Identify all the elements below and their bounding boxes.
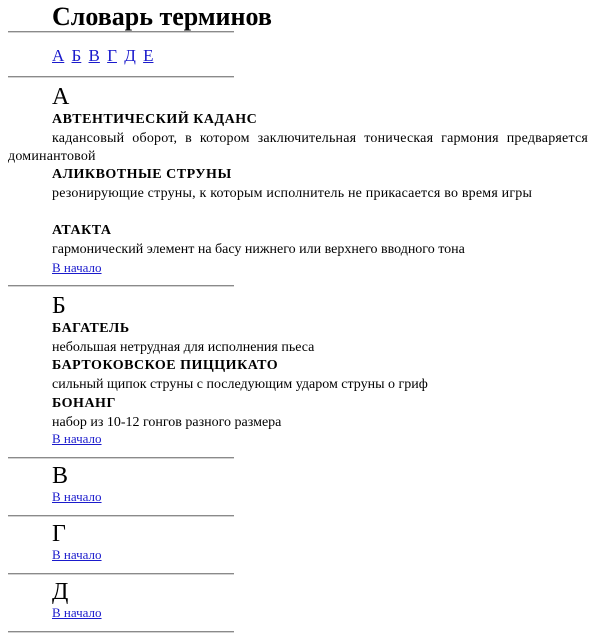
term-definition: резонирующие струны, к которым исполнитель не прикасается во время игры bbox=[52, 186, 533, 201]
term-definition: небольшая нетрудная для исполнения пьеса bbox=[52, 340, 315, 355]
alphabet-link-d[interactable]: Д bbox=[124, 46, 136, 65]
divider bbox=[8, 76, 234, 78]
section-letter-v: В bbox=[52, 463, 69, 489]
back-to-top-link[interactable]: В начало bbox=[52, 489, 102, 504]
section-letter-d: Д bbox=[52, 579, 69, 605]
divider bbox=[8, 573, 234, 575]
back-to-top-link[interactable]: В начало bbox=[52, 605, 102, 620]
alphabet-link-g[interactable]: Г bbox=[107, 46, 117, 65]
section-letter-g: Г bbox=[52, 521, 66, 547]
term-definition: набор из 10-12 гонгов разного размера bbox=[52, 415, 282, 430]
back-to-top-link[interactable]: В начало bbox=[52, 431, 102, 446]
section-letter-a: А bbox=[52, 84, 70, 110]
term-definition: сильный щипок струны с последующим ударом струны о гриф bbox=[52, 377, 428, 392]
divider bbox=[8, 515, 234, 517]
term-title: АЛИКВОТНЫЕ СТРУНЫ bbox=[52, 167, 232, 182]
divider bbox=[8, 285, 234, 287]
divider bbox=[8, 457, 234, 459]
term-definition: гармонический элемент на басу нижнего или верхнего вводного тона bbox=[52, 242, 465, 257]
term-title: АВТЕНТИЧЕСКИЙ КАДАНС bbox=[52, 112, 258, 127]
term-title: АТАКТА bbox=[52, 223, 112, 238]
back-to-top-link[interactable]: В начало bbox=[52, 260, 102, 275]
term-title: БОНАНГ bbox=[52, 396, 116, 411]
divider bbox=[8, 31, 234, 33]
page-title: Словарь терминов bbox=[52, 2, 272, 31]
alphabet-nav bbox=[52, 46, 156, 66]
alphabet-link-e[interactable]: Е bbox=[143, 46, 154, 65]
alphabet-link-v[interactable]: В bbox=[88, 46, 100, 65]
back-to-top-link[interactable]: В начало bbox=[52, 547, 102, 562]
term-title: БАРТОКОВСКОЕ ПИЦЦИКАТО bbox=[52, 358, 279, 373]
divider bbox=[8, 631, 234, 633]
alphabet-link-b[interactable]: Б bbox=[71, 46, 82, 65]
term-title: БАГАТЕЛЬ bbox=[52, 321, 130, 336]
term-definition: кадансовый оборот, в котором заключительная тоническая гармония предваряется доминантовой bbox=[8, 131, 588, 164]
section-letter-b: Б bbox=[52, 293, 66, 319]
alphabet-link-a[interactable]: А bbox=[52, 46, 65, 65]
